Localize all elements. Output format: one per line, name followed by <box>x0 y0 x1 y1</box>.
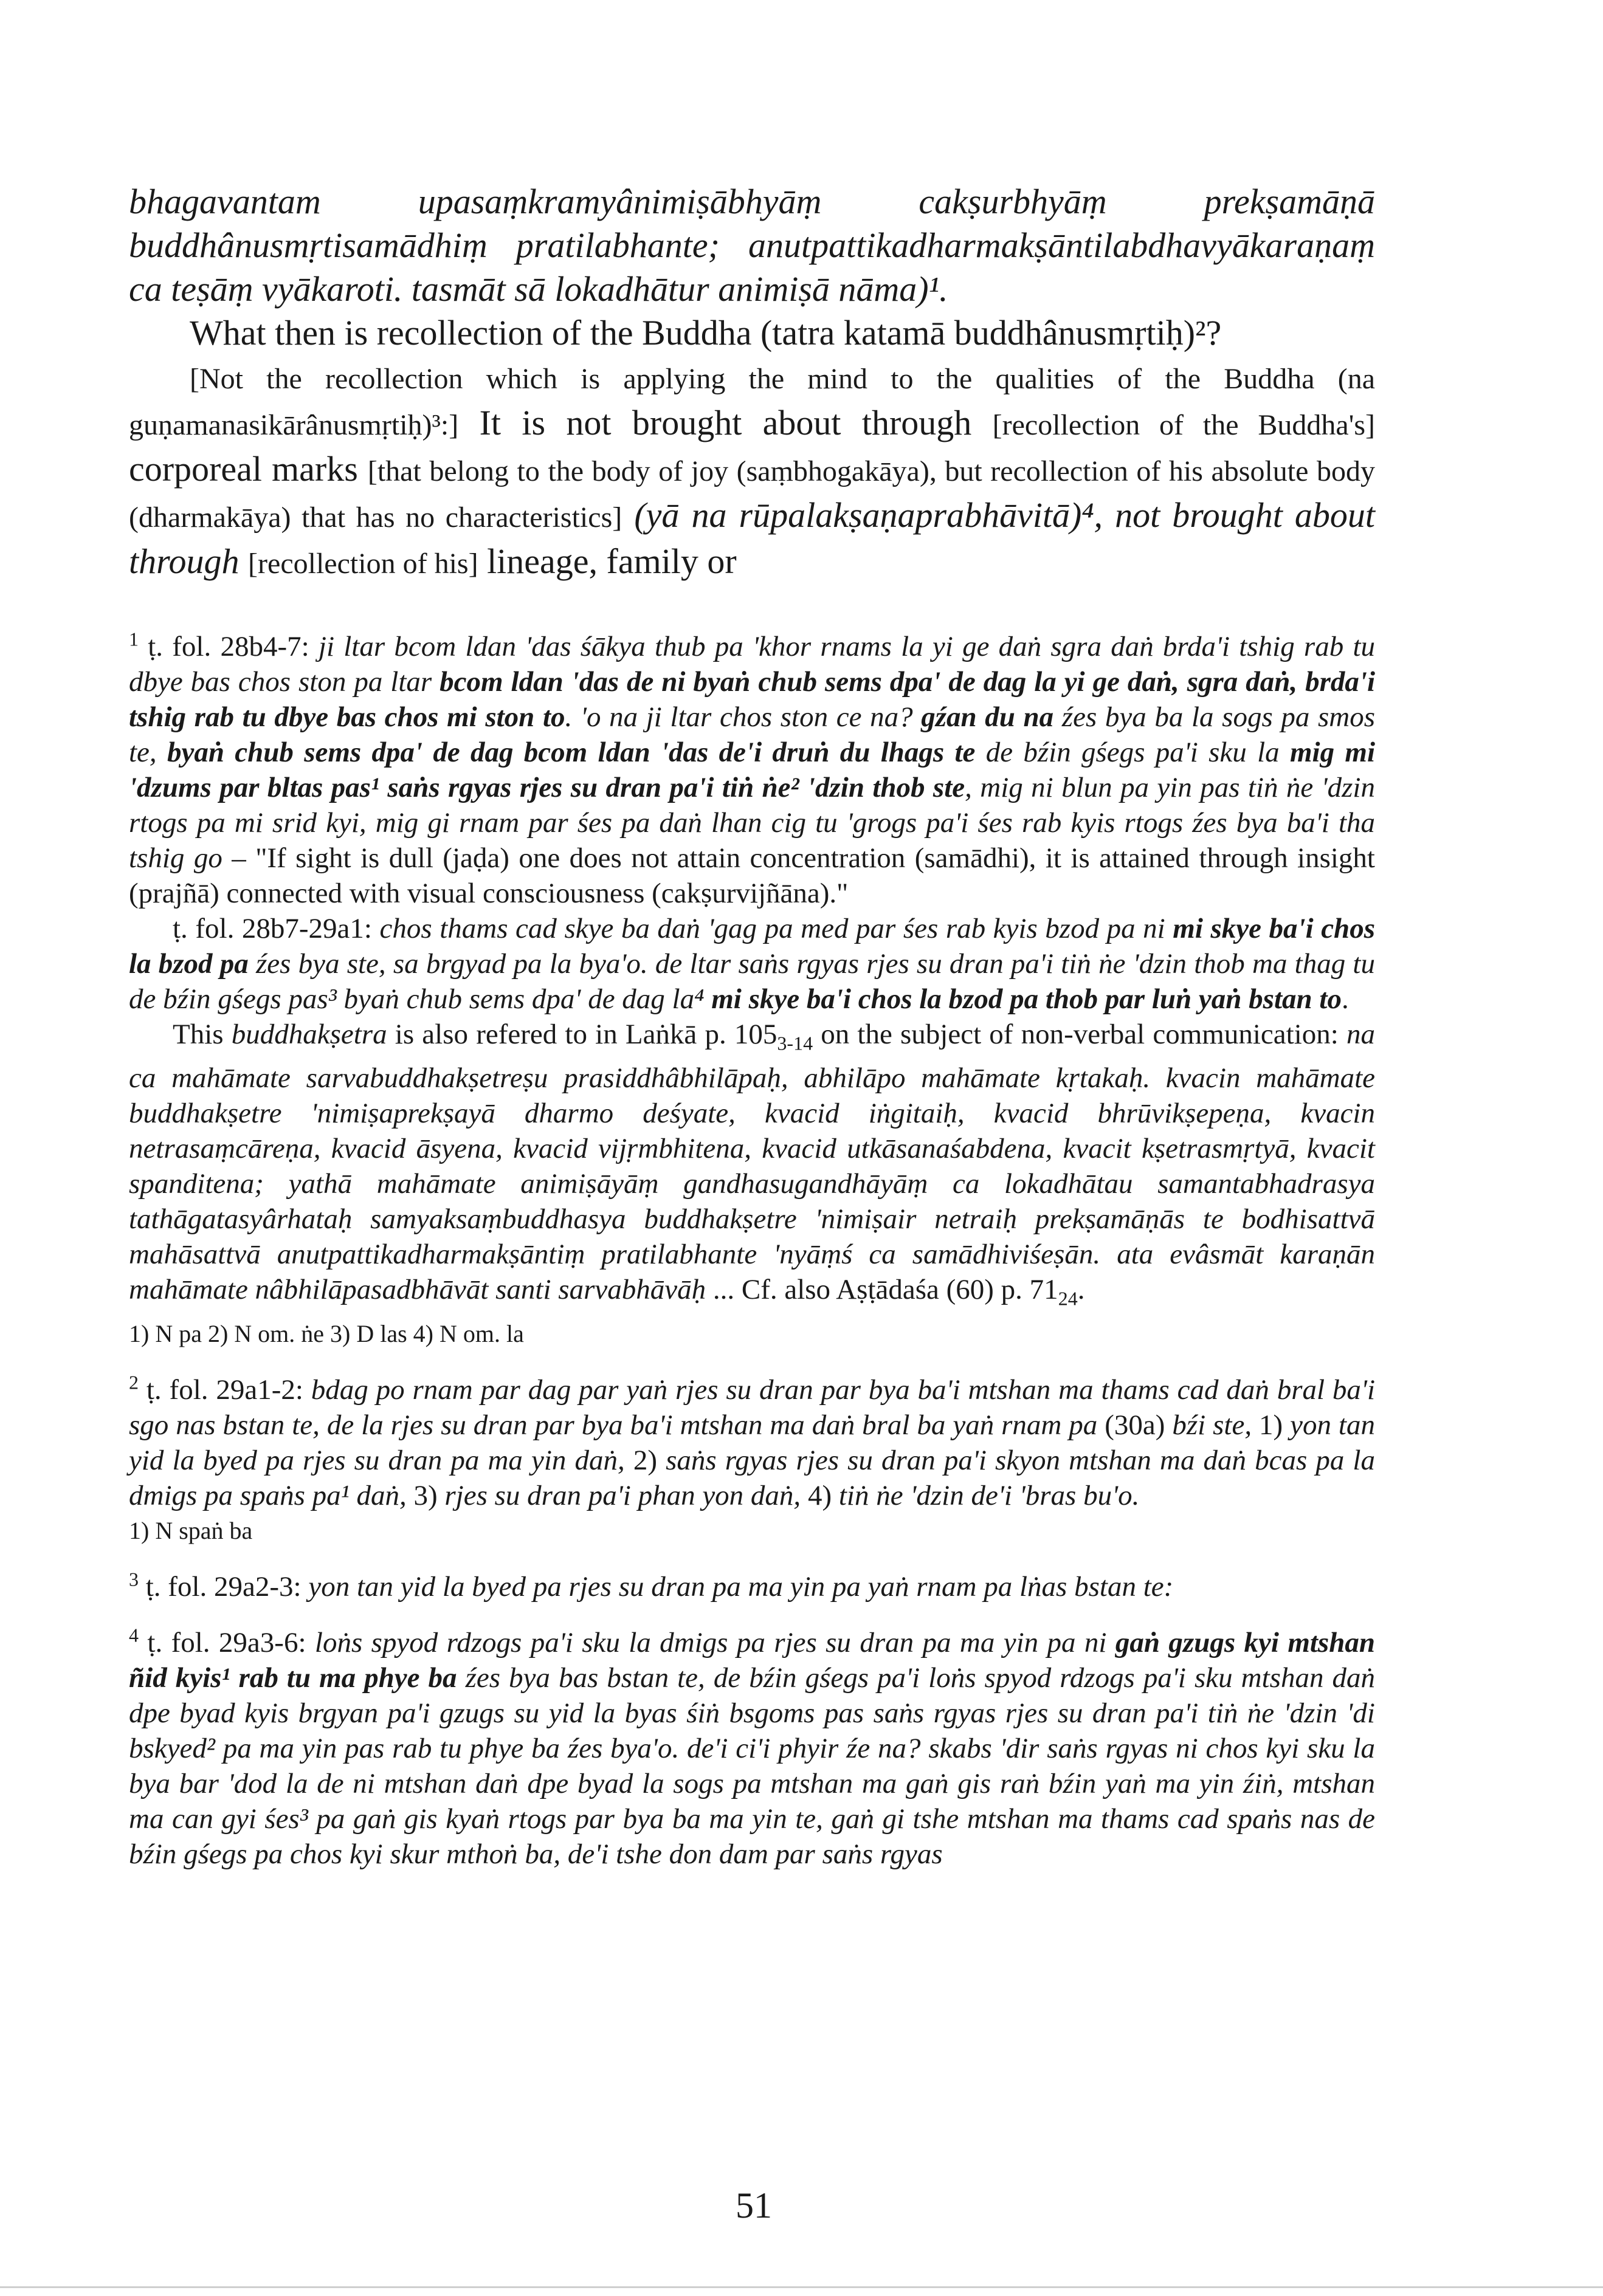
translation-1: It is not brought about through <box>479 403 972 442</box>
recollection-paragraph <box>129 355 1375 586</box>
variant-readings-2: 1) N spaṅ ba <box>129 1516 253 1544</box>
main-text <box>129 180 1375 586</box>
translation-3: (yā na rūpalakṣaṇaprabhāvitā)⁴, not brought about through <box>129 495 1376 581</box>
footnote-number: 1 <box>129 628 139 650</box>
footnote-2: $^2$ ṭ. fol. 29a1-2: bdag po rnam par dag par yaṅ rjes su dran par bya ba'i mtshan ma thams cad daṅ bral ba'i sgo nas bstan te, de la rjes su dran par bya ba'i mtshan ma daṅ bral ba yaṅ rnam pa (30a) bźi ste, 1) yon tan yid la byed pa rjes su dran pa ma yin daṅ, 2) saṅs rgyas rjes su dran pa'i skyon mtshan ma daṅ bcas pa la dmigs pa spaṅs pa¹ daṅ, 3) rjes su dran pa'i phan yon daṅ, 4) tiṅ ṅe 'dzin de'i 'bras bu'o. <box>129 1371 1376 1511</box>
bracket-gloss-1: [Not the recollection which is applying the mind to the qualities of the Buddha (na guṇamanasikārânusmṛtiḥ)³:] <box>129 363 1375 441</box>
footnotes <box>129 629 1375 1872</box>
footnote-1-lanka: This buddhakṣetra is also refered to in Laṅkā p. $105_{3-14}$ on the subject of non-verbal communication: na ca mahāmate sarvabuddhakṣetreṣu prasiddhâbhilāpaḥ, abhilāpo mahāmate kṛtakaḥ. kvacin mahāmate buddhakṣetre 'nimiṣaprekṣayā dharmo deśyate, kvacid iṅgitaiḥ, kvacid bhrūvikṣepeṇa, kvacin netrasaṃcāreṇa, kvacid āsyena, kvacid vijṛmbhitena, kvacid utkāsanaśabdena, kvacit kṣetrasmṛtyā, kvacit spanditena; yathā mahāmate animiṣāyāṃ gandhasugandhāyāṃ ca lokadhātau samantabhadrasya tathāgatasyârhataḥ samyaksaṃbuddhasya buddhakṣetre 'nimiṣair netraiḥ prekṣamāṇās te bodhisattvā mahāsattvā anutpattikadharmakṣāntiṃ pratilabhante 'nyāṃś ca samādhiviśeṣān. ata evâsmāt karaṇān mahāmate nâbhilāpasadbhāvāt santi sarvabhāvāḥ ... Cf. also Aṣṭādaśa (60) p. $71_{24}$. <box>129 1019 1375 1310</box>
scan-edge-line <box>0 2286 1603 2288</box>
footnote-3: $^3$ ṭ. fol. 29a2-3: yon tan yid la byed pa rjes su dran pa ma yin pa yaṅ rnam pa lṅas bstan te: <box>129 1568 1174 1603</box>
translation-4: lineage, family or <box>487 541 737 581</box>
sanskrit-passage: bhagavantam upasaṃkramyânimiṣābhyāṃ cakṣurbhyāṃ prekṣamāṇā buddhânusmṛtisamādhiṃ pratilabhante; anutpattikadharmakṣāntilabdhavyākaraṇaṃ ca teṣāṃ vyākaroti. tasmāt sā lokadhātur animiṣā nāma)¹. <box>129 182 1375 309</box>
bracket-gloss-2: [recollection of the Buddha's] <box>992 409 1375 441</box>
footnote-4: $^4$ ṭ. fol. 29a3-6: loṅs spyod rdzogs pa'i sku la dmigs pa rjes su dran pa ma yin pa ni gaṅ gzugs kyi mtshan ñid kyis¹ rab tu ma phye ba źes bya bas bstan te, de bźin gśegs pa'i loṅs spyod rdzogs pa'i sku mtshan daṅ dpe byad kyis brgyan pa'i gzugs su yid la byas śiṅ bsgoms pas saṅs rgyas rjes su dran pa'i tiṅ ṅe 'dzin 'di bskyed² pa ma yin pas rab tu phye ba źes bya'o. de'i ci'i phyir źe na? skabs 'dir saṅs rgyas ni chos kyi sku la bya bar 'dod la de ni mtshan daṅ dpe byad la sogs pa mtshan ma gaṅ gis raṅ bźin yaṅ ma yin źiṅ, mtshan ma can gyi śes³ pa gaṅ gis kyaṅ rtogs par bya ba ma yin te, gaṅ gi tshe mtshan ma thams cad spaṅs nas de bźin gśegs pa chos kyi skur mthoṅ ba, de'i tshe don dam par saṅs rgyas <box>129 1624 1376 1870</box>
footnote-1: $^1$ ṭ. fol. 28b4-7: ji ltar bcom ldan 'das śākya thub pa 'khor rnams la yi ge daṅ sgra daṅ brda'i tshig rab tu dbye bas chos ston pa ltar bcom ldan 'das de ni byaṅ chub sems dpa' de dag la yi ge daṅ, sgra daṅ, brda'i tshig rab tu dbye bas chos mi ston to. 'o na ji ltar chos ston ce na? gźan du na źes bya ba la sogs pa smos te, byaṅ chub sems dpa' de dag bcom ldan 'das de'i druṅ du lhags te de bźin gśegs pa'i sku la mig mi 'dzums par bltas pas¹ saṅs rgyas rjes su dran pa'i tiṅ ṅe² 'dzin thob ste, mig ni blun pa yin pas tiṅ ṅe 'dzin rtogs pa mi srid kyi, mig gi rnam par śes pa daṅ lhan cig tu 'grogs pa'i śes rab kyis rtogs źes bya ba'i tha tshig go – "If sight is dull (jaḍa) one does not attain concentration (samādhi), it is attained through insight (prajñā) connected with visual consciousness (cakṣurvijñāna)." <box>129 628 1376 909</box>
question-text: What then is recollection of the Buddha (tatra katamā buddhânusmṛtiḥ)²? <box>190 313 1222 352</box>
translation-2: corporeal marks <box>129 449 358 489</box>
page-number: 51 <box>736 2185 772 2226</box>
question-line <box>129 311 1375 355</box>
bracket-gloss-3: [that belong to the body of joy (saṃbhogakāya), but recollection of his absolute body (dharmakāya) that has no characteristics] <box>129 455 1376 534</box>
footnote-1-continuation: ṭ. fol. 28b7-29a1: chos thams cad skye ba daṅ 'gag pa med par śes rab kyis bzod pa ni mi skye ba'i chos la bzod pa źes bya ste, sa brgyad pa la bya'o. de ltar saṅs rgyas rjes su dran pa'i tiṅ ṅe 'dzin thob ma thag tu de bźin gśegs pas³ byaṅ chub sems dpa' de dag la⁴ mi skye ba'i chos la bzod pa thob par luṅ yaṅ bstan to. <box>129 913 1375 1015</box>
bracket-gloss-4: [recollection of his] <box>248 548 478 580</box>
variant-readings-1: 1) N pa 2) N om. ṅe 3) D las 4) N om. la <box>129 1319 524 1347</box>
